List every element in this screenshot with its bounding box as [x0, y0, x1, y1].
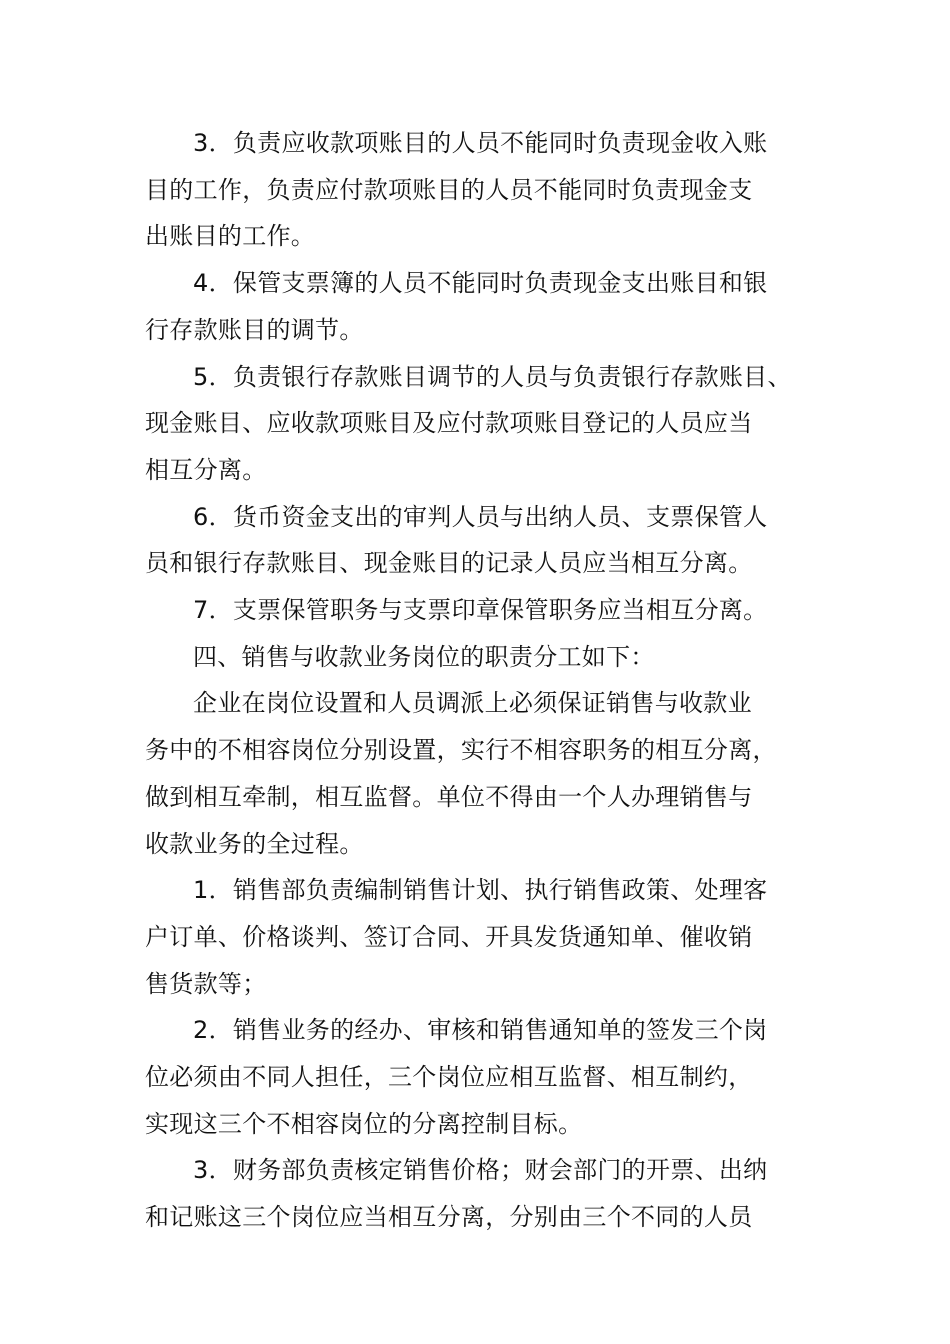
paragraph-item-4-checkbook: [145, 260, 810, 353]
text-line: 7．支票保管职务与支票印章保管职务应当相互分离。: [193, 596, 768, 625]
paragraph-item-7-check-custody: [145, 587, 810, 634]
paragraph-sales-item-1: [145, 867, 810, 1007]
section-heading-sales-collection: [145, 634, 810, 681]
text-line: 现金账目、应收款项账目及应付款项账目登记的人员应当: [145, 409, 753, 438]
text-line: 做到相互牵制，相互监督。单位不得由一个人办理销售与: [145, 782, 753, 811]
text-line: 5．负责银行存款账目调节的人员与负责银行存款账目、: [193, 362, 792, 391]
text-line: 户订单、价格谈判、签订合同、开具发货通知单、催收销: [145, 922, 753, 951]
text-line: 出账目的工作。: [145, 222, 316, 251]
text-line: 3．财务部负责核定销售价格；财会部门的开票、出纳: [193, 1156, 768, 1185]
text-line: 务中的不相容岗位分别设置，实行不相容职务的相互分离，: [145, 736, 777, 765]
paragraph-item-6-disbursement: [145, 494, 810, 587]
text-line: 4．保管支票簿的人员不能同时负责现金支出账目和银: [193, 269, 768, 298]
paragraph-item-3-receivables: [145, 120, 810, 260]
text-line: 行存款账目的调节。: [145, 315, 364, 344]
text-line: 和记账这三个岗位应当相互分离，分别由三个不同的人员: [145, 1203, 753, 1232]
text-line: 1．销售部负责编制销售计划、执行销售政策、处理客: [193, 876, 768, 905]
paragraph-item-5-bank-reconciliation: [145, 354, 810, 494]
paragraph-sales-intro: [145, 680, 810, 867]
text-line: 员和银行存款账目、现金账目的记录人员应当相互分离。: [145, 549, 753, 578]
text-line: 实现这三个不相容岗位的分离控制目标。: [145, 1109, 583, 1138]
text-line: 相互分离。: [145, 455, 267, 484]
text-line: 位必须由不同人担任，三个岗位应相互监督、相互制约，: [145, 1063, 753, 1092]
text-line: 售货款等；: [145, 969, 267, 998]
text-line: 2．销售业务的经办、审核和销售通知单的签发三个岗: [193, 1016, 768, 1045]
paragraph-sales-item-2: [145, 1007, 810, 1147]
text-line: 四、销售与收款业务岗位的职责分工如下：: [193, 642, 655, 671]
text-line: 收款业务的全过程。: [145, 829, 364, 858]
document-body: [145, 120, 810, 1241]
text-line: 企业在岗位设置和人员调派上必须保证销售与收款业: [193, 689, 752, 718]
text-line: 3．负责应收款项账目的人员不能同时负责现金收入账: [193, 129, 768, 157]
text-line: 6．货币资金支出的审判人员与出纳人员、支票保管人: [193, 502, 768, 531]
paragraph-sales-item-3: [145, 1147, 810, 1240]
text-line: 目的工作，负责应付款项账目的人员不能同时负责现金支: [145, 175, 753, 204]
